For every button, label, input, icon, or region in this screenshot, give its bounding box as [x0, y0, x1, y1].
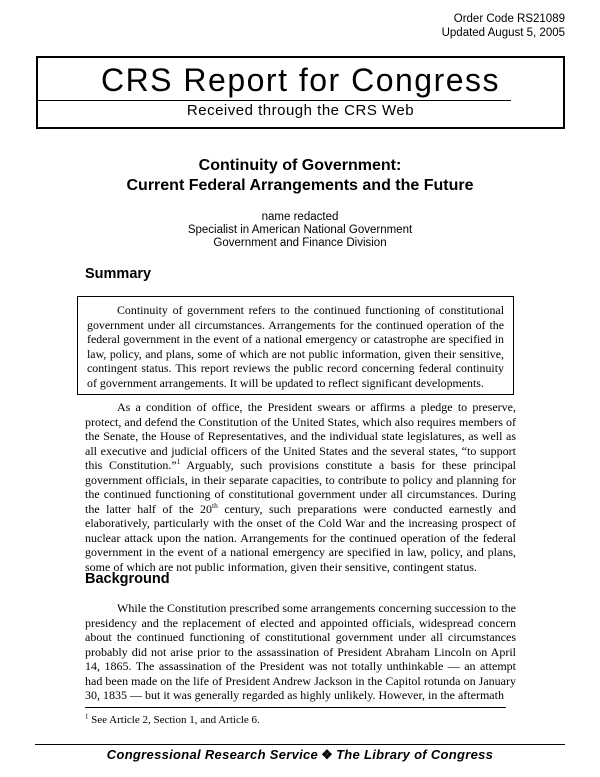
p1-text-2: Arguably, such provisions constitute a basis for these principal government officials, in their separate capacities, to contribute to policy and planning for the continued functioning of constitutional government under all circumstances. During the latter half of the 20	[85, 458, 516, 516]
footnote-ref-1: 1	[176, 457, 181, 467]
footnote-text: See Article 2, Section 1, and Article 6.	[88, 714, 260, 726]
body-paragraph-1	[85, 400, 516, 575]
ordinal-suffix: th	[212, 500, 218, 510]
background-heading: Background	[85, 571, 170, 587]
author-division: Government and Finance Division	[213, 237, 387, 249]
footer-library: The Library of Congress	[336, 747, 494, 762]
order-code: Order Code RS21089	[453, 13, 565, 25]
footer-service: Congressional Research Service	[106, 747, 319, 762]
p1-text-1: As a condition of office, the President swears or affirms a pledge to preserve, protect, and defend the Constitution of the United States, which also requires members of the Senate, the House of Representatives, and the individual state legislatures, as well as all executive and judicial officers of the United States and the several states, “to support this Constitution.”	[85, 400, 516, 473]
author-name: name redacted	[261, 211, 339, 223]
masthead-subtitle: Received through the CRS Web	[186, 102, 415, 119]
summary-heading: Summary	[85, 266, 152, 282]
body-paragraph-2: While the Constitution prescribed some arrangements concerning succession to the presidency and the replacement of elected and appointed officials, widespread concern about the continued functioning of constitutional government under all circumstances probably did not arise prior to the assassination of President Abraham Lincoln on April 14, 1865. The assassination of the President was not totally unthinkable — an attempt had been made on the life of President Andrew Jackson in the Capitol rotunda on January 30, 1835 — but it was generally regarded as highly unlikely. However, in the aftermath	[85, 601, 516, 703]
footnote-number: 1	[85, 713, 89, 721]
masthead-box	[36, 56, 565, 129]
p1-text-3: century, such preparations were conducted earnestly and elaboratively, particularly with the onset of the Cold War and the increasing prospect of nuclear attack upon the nation. Arrangements for the continued operation of the federal government in the event of a national emergency are specified in law, policy, and plans, some of which are not public information, given their sensitive, contingent status.	[85, 501, 516, 575]
report-title-line2: Current Federal Arrangements and the Future	[126, 177, 474, 194]
report-title	[0, 156, 600, 196]
summary-text: Continuity of government refers to the continued functioning of constitutional government under all circumstances. Arrangements for the continued operation of the federal government in the event of a national emergency or catastrophe are specified in law, policy, and plans, some of which are not public information, given their sensitive, contingent status. This report reviews the public record concerning federal continuity of government arrangements. It will be updated to reflect significant developments.	[87, 303, 504, 390]
footer-divider	[35, 744, 565, 745]
author-block	[0, 211, 600, 250]
masthead-title: CRS Report for Congress	[100, 62, 501, 98]
summary-box	[77, 296, 514, 395]
page-footer	[0, 747, 600, 763]
report-title-line1: Continuity of Government:	[198, 157, 402, 174]
footnote-1	[85, 714, 516, 727]
diamond-icon: ❖	[321, 747, 334, 762]
author-title: Specialist in American National Government	[187, 224, 413, 236]
footnote-separator	[85, 707, 506, 708]
corner-info	[442, 13, 565, 40]
updated-date: Updated August 5, 2005	[441, 26, 565, 39]
